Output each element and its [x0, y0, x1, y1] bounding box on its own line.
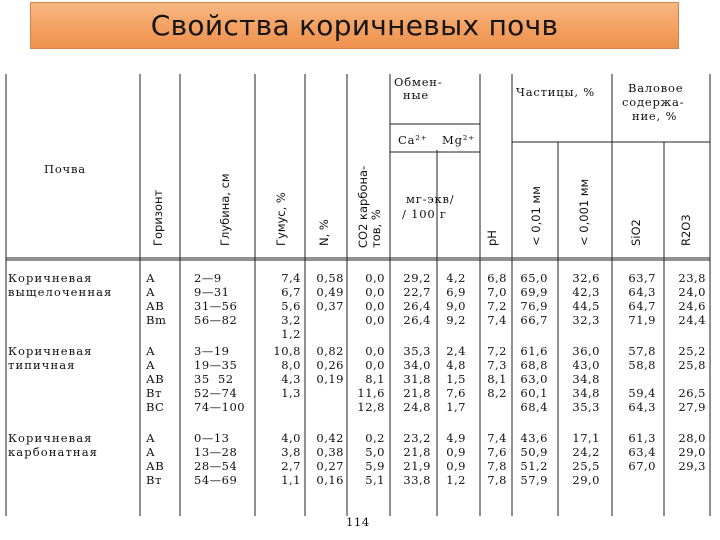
- header-ca: Ca²⁺: [398, 133, 428, 147]
- particles-001-column: 43,6 50,9 51,2 57,9: [520, 431, 548, 488]
- page-number: 114: [346, 515, 370, 529]
- r2o3-column: 23,8 24,0 24,6 24,4: [678, 271, 706, 328]
- soil-name: Коричневая: [8, 271, 93, 285]
- soil-name: Коричневая: [8, 431, 93, 445]
- particles-0001-column: 36,0 43,0 34,8 34,8 35,3: [572, 344, 600, 415]
- humus-column: 10,8 8,0 4,3 1,3: [273, 344, 301, 401]
- soil-name: типичная: [8, 358, 76, 372]
- header-total-2: содержа-: [622, 95, 685, 109]
- header-particles-0001: < 0,001 мм: [577, 178, 591, 246]
- header-r2o3: R2O3: [679, 214, 693, 246]
- r2o3-column: 25,2 25,8 26,5 27,9: [678, 344, 706, 415]
- nitrogen-column: 0,42 0,38 0,27 0,16: [316, 431, 344, 488]
- sio2-column: 57,8 58,8 59,4 64,3: [628, 344, 656, 415]
- header-horizon: Горизонт: [151, 189, 165, 246]
- ca-column: 29,2 22,7 26,4 26,4: [403, 271, 431, 328]
- header-particles: Частицы, %: [516, 85, 595, 99]
- horizons-column: А А АВ Вт ВС: [146, 344, 165, 415]
- ph-column: 7,4 7,6 7,8 7,8: [487, 431, 507, 488]
- particles-0001-column: 32,6 42,3 44,5 32,3: [572, 271, 600, 328]
- slide-title: Свойства коричневых почв: [150, 9, 559, 42]
- particles-001-column: 61,6 68,8 63,0 60,1 68,4: [520, 344, 548, 415]
- header-exchangeable-2: ные: [403, 88, 430, 102]
- ca-column: 23,2 21,8 21,9 33,8: [403, 431, 431, 488]
- header-ph: pH: [485, 230, 499, 246]
- scanned-table: [0, 50, 720, 540]
- header-total-1: Валовое: [628, 81, 684, 95]
- co2-column: 0,0 0,0 0,0 0,0: [365, 271, 385, 328]
- r2o3-column: 28,0 29,0 29,3: [678, 431, 706, 474]
- humus-column: 7,4 6,7 5,6 3,2 1,2: [281, 271, 301, 342]
- ph-column: 6,8 7,0 7,2 7,4: [487, 271, 507, 328]
- title-banner: [30, 2, 679, 49]
- header-nitrogen: N, %: [317, 219, 331, 246]
- sio2-column: 61,3 63,4 67,0: [628, 431, 656, 474]
- humus-column: 4,0 3,8 2,7 1,1: [281, 431, 301, 488]
- horizons-column: А А АВ Вm: [146, 271, 167, 328]
- horizons-column: А А АВ Вт: [146, 431, 165, 488]
- ph-column: 7,2 7,3 8,1 8,2: [487, 344, 507, 401]
- depth-column: 3—19 19—35 35 52 52—74 74—100: [194, 344, 246, 415]
- depth-column: 0—13 13—28 28—54 54—69: [194, 431, 238, 488]
- particles-0001-column: 17,1 24,2 25,5 29,0: [572, 431, 600, 488]
- nitrogen-column: 0,82 0,26 0,19: [316, 344, 344, 387]
- nitrogen-column: 0,58 0,49 0,37: [316, 271, 344, 314]
- mg-column: 2,4 4,8 1,5 7,6 1,7: [446, 344, 466, 415]
- header-units-1: мг-экв/: [406, 192, 455, 206]
- header-co2: CO2 карбона-тов, %: [356, 165, 383, 248]
- header-depth: Глубина, см: [218, 173, 232, 246]
- sio2-column: 63,7 64,3 64,7 71,9: [628, 271, 656, 328]
- particles-001-column: 65,0 69,9 76,9 66,7: [520, 271, 548, 328]
- header-humus: Гумус, %: [274, 192, 288, 246]
- depth-column: 2—9 9—31 31—56 56—82: [194, 271, 238, 328]
- soil-name: карбонатная: [8, 445, 99, 459]
- header-soil: Почва: [44, 162, 86, 176]
- mg-column: 4,2 6,9 9,0 9,2: [446, 271, 466, 328]
- co2-column: 0,0 0,0 8,1 11,6 12,8: [357, 344, 385, 415]
- soil-name: выщелоченная: [8, 285, 113, 299]
- header-exchangeable-1: Обмен-: [394, 75, 443, 89]
- header-particles-001: < 0,01 мм: [529, 186, 543, 246]
- header-mg: Mg²⁺: [442, 133, 476, 147]
- header-sio2: SiO2: [629, 219, 643, 246]
- soil-name: Коричневая: [8, 344, 93, 358]
- header-total-3: ние, %: [632, 109, 678, 123]
- ca-column: 35,3 34,0 31,8 21,8 24,8: [403, 344, 431, 415]
- mg-column: 4,9 0,9 0,9 1,2: [446, 431, 466, 488]
- co2-column: 0,2 5,0 5,9 5,1: [365, 431, 385, 488]
- header-units-2: / 100 г: [402, 207, 447, 221]
